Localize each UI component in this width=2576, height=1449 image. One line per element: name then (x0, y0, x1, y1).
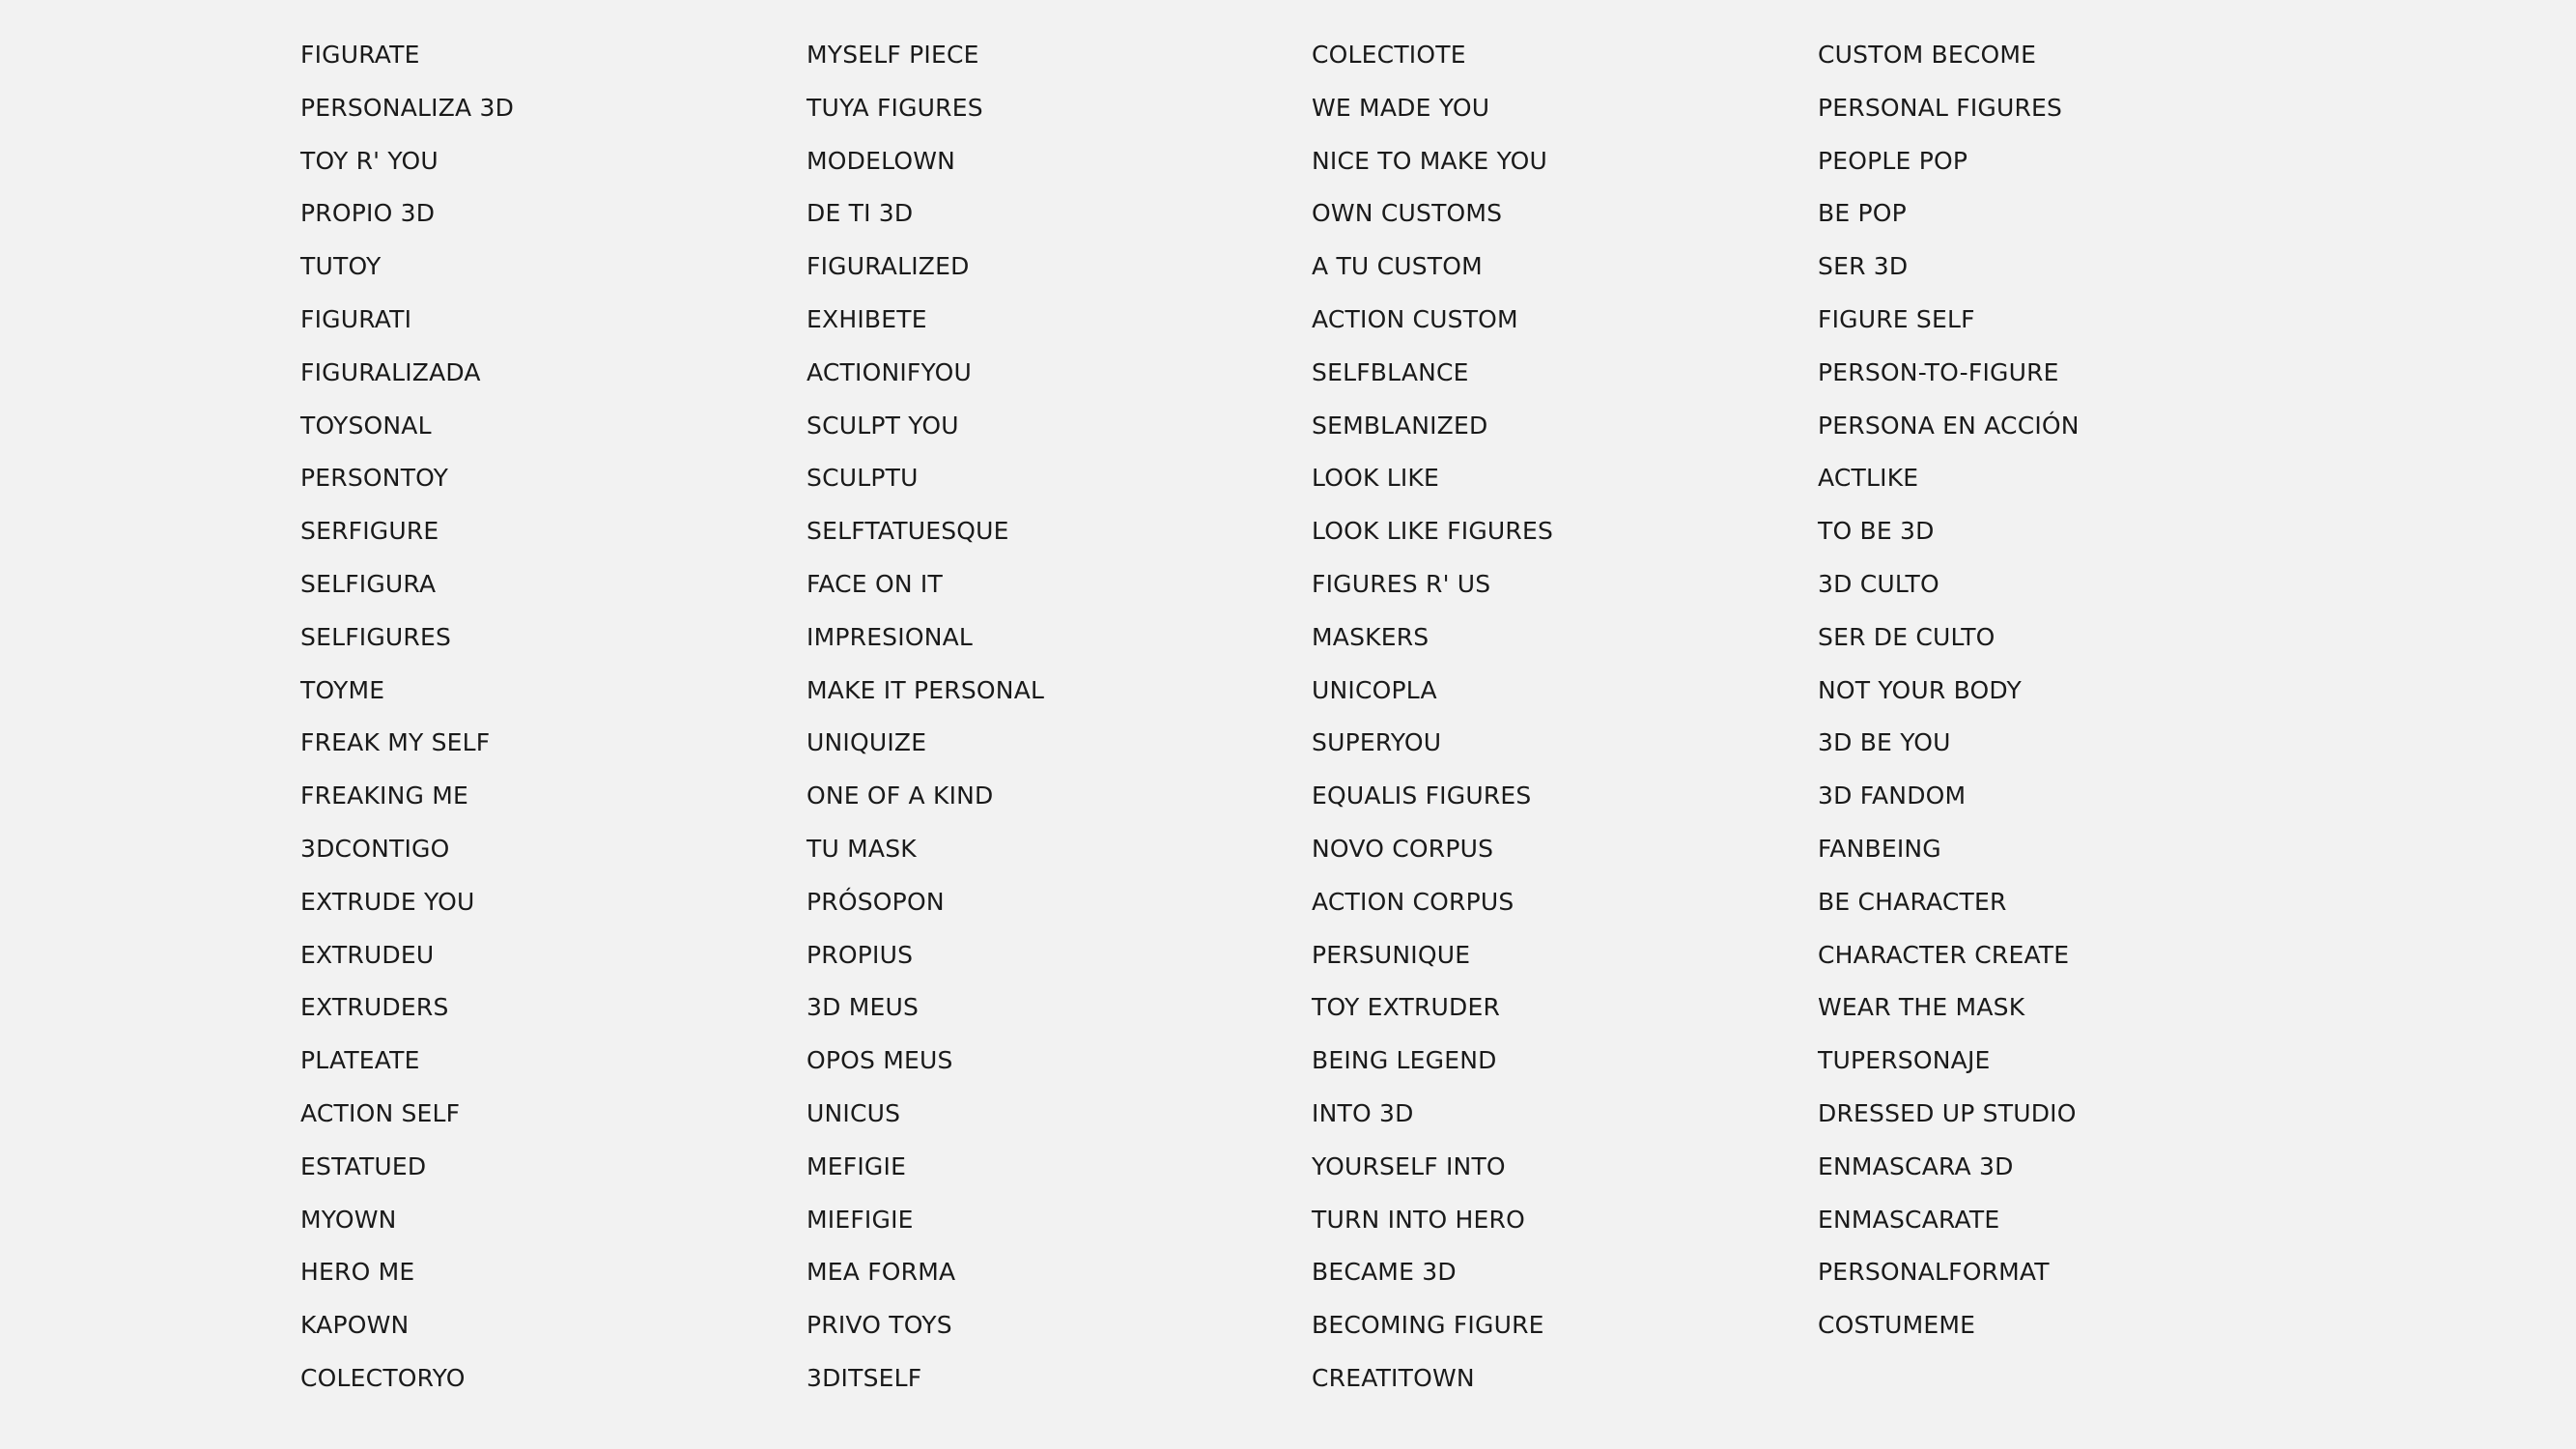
name-item: ENMASCARA 3D (1818, 1151, 2014, 1180)
name-item: ACTLIKE (1818, 464, 1919, 493)
name-item: MIEFIGIE (807, 1205, 914, 1234)
name-item: TUYA FIGURES (807, 93, 983, 122)
name-item: COLECTORYO (300, 1364, 466, 1392)
name-item: EXHIBETE (807, 305, 927, 333)
name-item: PLATEATE (300, 1046, 420, 1075)
name-item: SCULPTU (807, 464, 919, 493)
name-item: EXTRUDEU (300, 940, 435, 969)
name-item: MODELOWN (807, 146, 956, 175)
name-item: TURN INTO HERO (1312, 1205, 1526, 1234)
name-item: 3DCONTIGO (300, 835, 450, 863)
name-item: SCULPT YOU (807, 411, 959, 440)
name-item: PERSONALIZA 3D (300, 93, 515, 122)
name-item: CREATITOWN (1312, 1364, 1475, 1392)
name-item: ACTION CUSTOM (1312, 305, 1518, 333)
name-item: WE MADE YOU (1312, 93, 1490, 122)
name-item: FIGURE SELF (1818, 305, 1975, 333)
name-item: PERSUNIQUE (1312, 940, 1471, 969)
name-item: NICE TO MAKE YOU (1312, 146, 1548, 175)
name-item: MASKERS (1312, 622, 1430, 651)
name-item: FIGURATI (300, 305, 412, 333)
name-item: UNICOPLA (1312, 675, 1437, 704)
name-item: BE CHARACTER (1818, 887, 2007, 916)
name-item: SUPERYOU (1312, 728, 1442, 757)
name-item: ESTATUED (300, 1151, 427, 1180)
name-item: MAKE IT PERSONAL (807, 675, 1045, 704)
name-item: EQUALIS FIGURES (1312, 781, 1532, 810)
name-item: FACE ON IT (807, 570, 943, 598)
name-item: TOYSONAL (300, 411, 432, 440)
name-item: CUSTOM BECOME (1818, 41, 2037, 69)
name-item: A TU CUSTOM (1312, 252, 1483, 281)
name-item: ENMASCARATE (1818, 1205, 2000, 1234)
name-item: MYSELF PIECE (807, 41, 979, 69)
name-item: SER 3D (1818, 252, 1909, 281)
name-item: EXTRUDERS (300, 993, 449, 1022)
name-item: PRIVO TOYS (807, 1311, 952, 1340)
name-item: BE POP (1818, 199, 1907, 228)
name-item: ACTION SELF (300, 1099, 461, 1127)
name-item: TOY EXTRUDER (1312, 993, 1501, 1022)
name-item: 3D BE YOU (1818, 728, 1951, 757)
name-item: BEING LEGEND (1312, 1046, 1497, 1075)
name-item: ACTION CORPUS (1312, 887, 1514, 916)
name-item: YOURSELF INTO (1312, 1151, 1506, 1180)
name-item: 3D CULTO (1818, 570, 1939, 598)
name-item: PERSONA EN ACCIÓN (1818, 411, 2080, 440)
name-item: SELFIGURA (300, 570, 437, 598)
name-item: MEFIGIE (807, 1151, 907, 1180)
name-item: 3D FANDOM (1818, 781, 1967, 810)
name-item: COSTUMEME (1818, 1311, 1976, 1340)
name-item: PERSONALFORMAT (1818, 1258, 2050, 1287)
name-item: SELFBLANCE (1312, 357, 1469, 386)
name-item: MEA FORMA (807, 1258, 956, 1287)
name-item: DE TI 3D (807, 199, 914, 228)
name-item: FIGURALIZADA (300, 357, 481, 386)
name-item: INTO 3D (1312, 1099, 1414, 1127)
name-item: FIGURALIZED (807, 252, 970, 281)
name-item: FIGURATE (300, 41, 420, 69)
name-item: KAPOWN (300, 1311, 410, 1340)
name-item: IMPRESIONAL (807, 622, 974, 651)
name-item: CHARACTER CREATE (1818, 940, 2070, 969)
name-item: FANBEING (1818, 835, 1941, 863)
name-item: PERSON-TO-FIGURE (1818, 357, 2059, 386)
name-item: SEMBLANIZED (1312, 411, 1488, 440)
name-item: PERSONTOY (300, 464, 449, 493)
name-item: SELFTATUESQUE (807, 517, 1009, 546)
name-item: ACTIONIFYOU (807, 357, 972, 386)
name-item: TUPERSONAJE (1818, 1046, 1991, 1075)
name-item: PERSONAL FIGURES (1818, 93, 2063, 122)
name-item: SELFIGURES (300, 622, 452, 651)
name-item: TU MASK (807, 835, 917, 863)
name-item: EXTRUDE YOU (300, 887, 475, 916)
name-item: FIGURES R' US (1312, 570, 1491, 598)
name-item: NOVO CORPUS (1312, 835, 1494, 863)
name-item: COLECTIOTE (1312, 41, 1466, 69)
name-item: 3DITSELF (807, 1364, 922, 1392)
name-item: SER DE CULTO (1818, 622, 1996, 651)
name-item: PEOPLE POP (1818, 146, 1968, 175)
name-item: OWN CUSTOMS (1312, 199, 1503, 228)
name-item: WEAR THE MASK (1818, 993, 2025, 1022)
name-item: OPOS MEUS (807, 1046, 953, 1075)
name-item: LOOK LIKE FIGURES (1312, 517, 1554, 546)
name-item: FREAKING ME (300, 781, 469, 810)
name-item: LOOK LIKE (1312, 464, 1440, 493)
name-item: BECOMING FIGURE (1312, 1311, 1544, 1340)
name-item: TOYME (300, 675, 385, 704)
name-item: NOT YOUR BODY (1818, 675, 2022, 704)
name-item: ONE OF A KIND (807, 781, 994, 810)
name-item: BECAME 3D (1312, 1258, 1457, 1287)
name-item: UNICUS (807, 1099, 901, 1127)
name-item: HERO ME (300, 1258, 415, 1287)
name-item: MYOWN (300, 1205, 397, 1234)
name-item: TOY R' YOU (300, 146, 439, 175)
name-item: UNIQUIZE (807, 728, 927, 757)
name-item: FREAK MY SELF (300, 728, 491, 757)
name-item: PROPIUS (807, 940, 914, 969)
name-item: PROPIO 3D (300, 199, 436, 228)
name-item: 3D MEUS (807, 993, 920, 1022)
name-item: TO BE 3D (1818, 517, 1935, 546)
name-item: TUTOY (300, 252, 382, 281)
name-item: PRÓSOPON (807, 887, 945, 916)
name-item: SERFIGURE (300, 517, 439, 546)
name-item: DRESSED UP STUDIO (1818, 1099, 2077, 1127)
